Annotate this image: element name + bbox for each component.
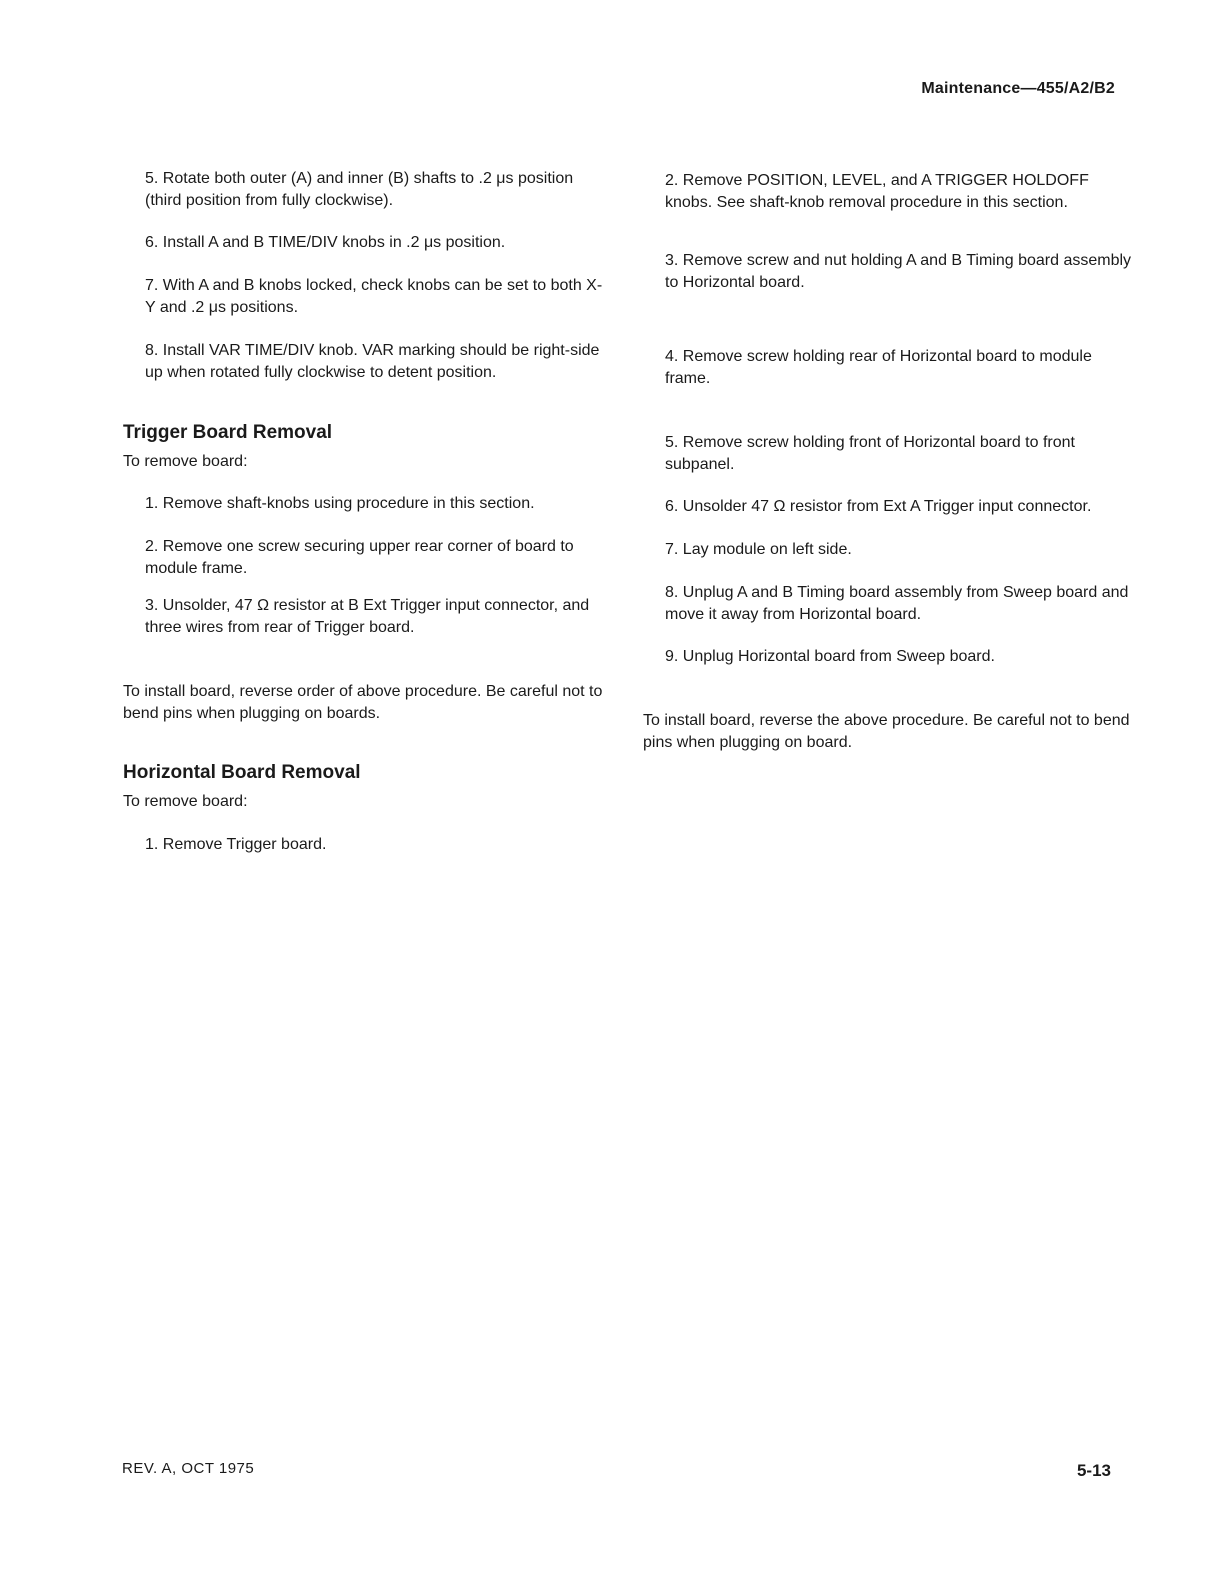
list-item: 4. Remove screw holding rear of Horizontal board to module frame.: [665, 348, 1092, 387]
install-note: To install board, reverse order of above procedure. Be careful not to bend pins when plugging on boards.: [123, 683, 603, 722]
section-intro: To remove board:: [123, 453, 248, 470]
running-header: Maintenance—455/A2/B2: [921, 80, 1115, 97]
revision-note: REV. A, OCT 1975: [122, 1460, 255, 1477]
list-item: 7. Lay module on left side.: [665, 541, 852, 558]
list-item: 3. Unsolder, 47 Ω resistor at B Ext Trigger input connector, and three wires from rear of Trigger board.: [145, 597, 590, 636]
section-intro: To remove board:: [123, 793, 248, 810]
list-item: 2. Remove POSITION, LEVEL, and A TRIGGER HOLDOFF knobs. See shaft-knob removal procedure in this section.: [665, 172, 1089, 211]
list-item: 1. Remove Trigger board.: [145, 836, 327, 853]
install-note: To install board, reverse the above procedure. Be careful not to bend pins when plugging on board.: [643, 712, 1130, 751]
list-item: 2. Remove one screw securing upper rear corner of board to module frame.: [145, 538, 574, 577]
section-heading-horizontal: Horizontal Board Removal: [123, 762, 361, 783]
list-item: 1. Remove shaft-knobs using procedure in this section.: [145, 495, 535, 512]
page-number: 5-13: [1076, 1461, 1111, 1480]
left-column: [123, 168, 608, 856]
right-column: [643, 168, 1133, 754]
list-item: 5. Rotate both outer (A) and inner (B) shafts to .2 μs position (third position from fully clockwise).: [145, 170, 574, 209]
list-item: 9. Unplug Horizontal board from Sweep board.: [665, 648, 995, 665]
list-item: 6. Unsolder 47 Ω resistor from Ext A Trigger input connector.: [665, 498, 1092, 515]
list-item: 3. Remove screw and nut holding A and B Timing board assembly to Horizontal board.: [665, 252, 1132, 291]
list-item: 8. Unplug A and B Timing board assembly from Sweep board and move it away from Horizontal board.: [665, 584, 1129, 623]
section-heading-trigger: Trigger Board Removal: [123, 422, 333, 443]
list-item: 8. Install VAR TIME/DIV knob. VAR marking should be right-side up when rotated fully clockwise to detent position.: [145, 342, 600, 381]
list-item: 7. With A and B knobs locked, check knobs can be set to both X-Y and .2 μs positions.: [145, 277, 603, 316]
list-item: 5. Remove screw holding front of Horizontal board to front subpanel.: [665, 434, 1075, 473]
list-item: 6. Install A and B TIME/DIV knobs in .2 μs position.: [145, 234, 506, 251]
